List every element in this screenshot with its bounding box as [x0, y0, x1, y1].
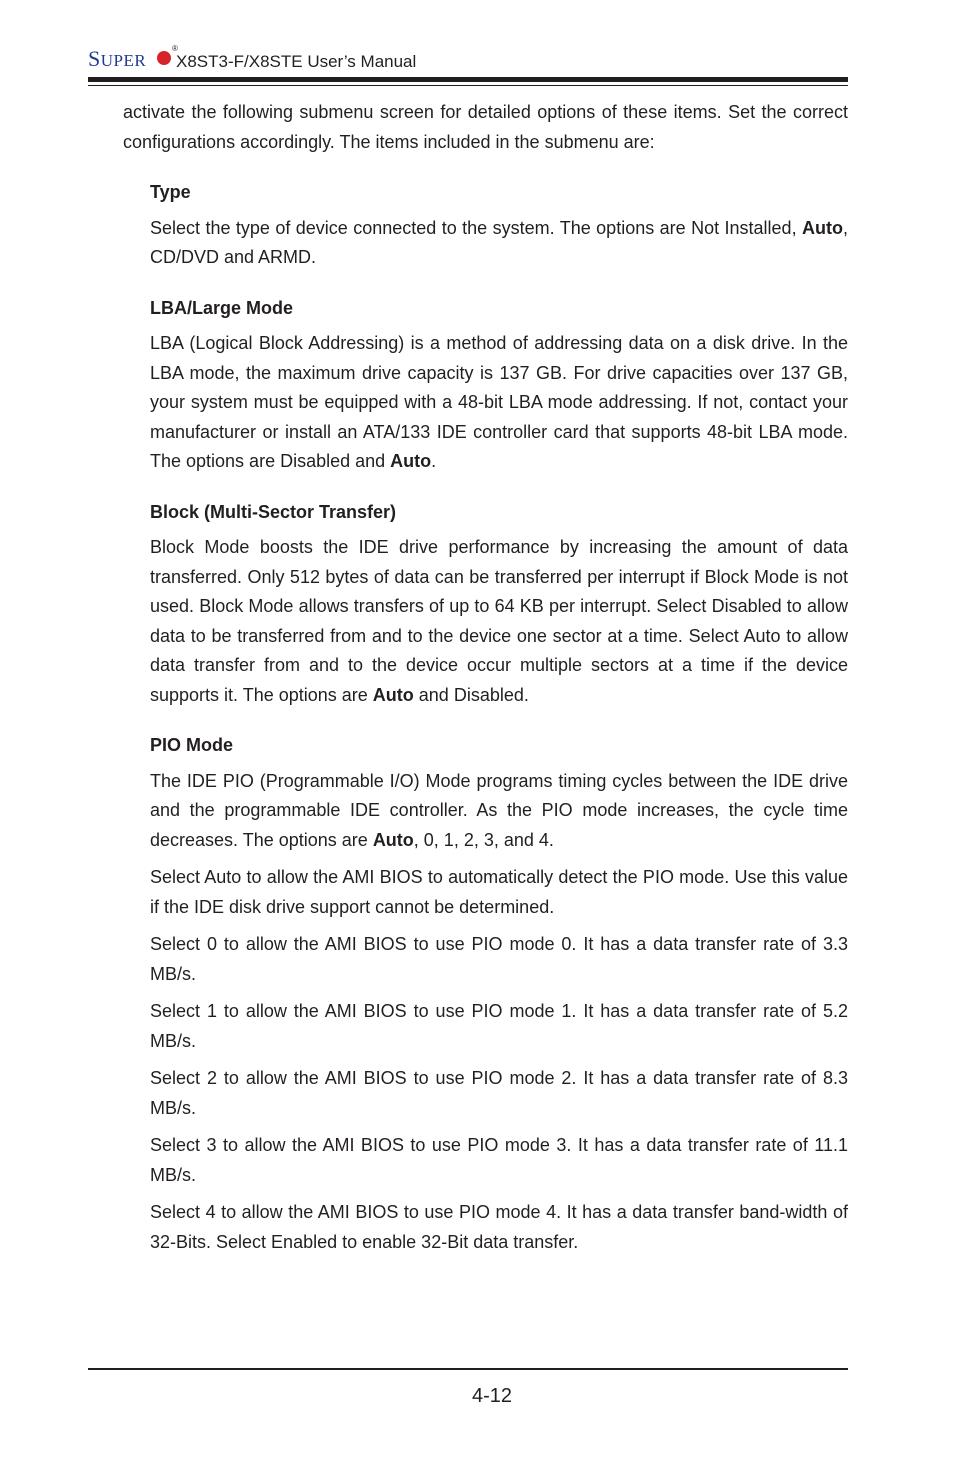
- type-default-option: Auto: [802, 217, 843, 238]
- section-block: [150, 498, 848, 711]
- section-pio: [150, 731, 848, 1257]
- pio-mode-0-paragraph: Select 0 to allow the AMI BIOS to use PIO mode 0. It has a data transfer rate of 3.3 MB/s.: [150, 934, 848, 984]
- lba-description: [150, 329, 848, 477]
- pio-description: [150, 767, 848, 856]
- registered-mark: ®: [172, 44, 178, 53]
- lba-text-b: .: [431, 451, 437, 471]
- pio-mode-4-paragraph: Select 4 to allow the AMI BIOS to use PIO mode 4. It has a data transfer band-width of 32-Bits. Select Enabled to enable 32-Bit data transfer.: [150, 1202, 848, 1252]
- lba-default-option: Auto: [390, 451, 432, 471]
- logo-red-dot-icon: [157, 51, 171, 65]
- supermicro-logo: [88, 48, 146, 72]
- section-heading-type: Type: [150, 182, 191, 202]
- page-content: [123, 98, 848, 1265]
- pio-text-a: The IDE PIO (Programmable I/O) Mode programs timing cycles between the IDE drive and the programmable IDE controller. As the PIO mode increases, the cycle time decreases. The options are: [150, 770, 848, 850]
- section-heading-block: Block (Multi-Sector Transfer): [150, 501, 397, 522]
- type-text-a: Select the type of device connected to the system. The options are Not Installed,: [150, 217, 802, 238]
- brand-letters-uper: UPER: [100, 51, 147, 70]
- block-description: [150, 533, 848, 710]
- section-heading-pio: PIO Mode: [150, 735, 234, 755]
- pio-auto-paragraph: Select Auto to allow the AMI BIOS to automatically detect the PIO mode. Use this value if the IDE disk drive support cannot be determined.: [150, 867, 848, 917]
- pio-mode-2-paragraph: Select 2 to allow the AMI BIOS to use PIO mode 2. It has a data transfer rate of 8.3 MB/s.: [150, 1068, 848, 1118]
- section-heading-lba: LBA/Large Mode: [150, 297, 294, 318]
- pio-mode-1-paragraph: Select 1 to allow the AMI BIOS to use PIO mode 1. It has a data transfer rate of 5.2 MB/s.: [150, 1001, 848, 1051]
- manual-title: X8ST3-F/X8STE User’s Manual: [176, 52, 417, 71]
- header-rule-thin: [88, 85, 848, 86]
- intro-paragraph: activate the following submenu screen for detailed options of these items. Set the correct configurations accordingly. The items included in the submenu are:: [123, 102, 848, 152]
- block-text-b: and Disabled.: [413, 684, 529, 705]
- footer-rule: [88, 1368, 848, 1370]
- pio-mode-3-paragraph: Select 3 to allow the AMI BIOS to use PIO mode 3. It has a data transfer rate of 11.1 MB/s.: [150, 1135, 848, 1185]
- pio-default-option: Auto: [372, 829, 414, 850]
- page-number: 4-12: [471, 1385, 513, 1407]
- block-text-a: Block Mode boosts the IDE drive performance by increasing the amount of data transferred. Only 512 bytes of data can be transferred per interrupt if Block Mode is not used. Block Mode allows transfers of up to 64 KB per interrupt. Select Disabled to allow data to be transferred from and to the device one sector at a time. Select Auto to allow data transfer from and to the device occur multiple sectors at a time if the device supports it. The options are: [150, 537, 848, 705]
- section-lba: [150, 294, 848, 477]
- type-text-b: , CD/DVD and ARMD.: [150, 217, 848, 267]
- type-description: [150, 214, 848, 273]
- block-default-option: Auto: [372, 684, 414, 705]
- section-type: [150, 178, 848, 273]
- pio-text-b: , 0, 1, 2, 3, and 4.: [413, 829, 554, 850]
- header-rule-thick: [88, 77, 848, 82]
- brand-letter-s: S: [88, 46, 101, 71]
- lba-text-a: LBA (Logical Block Addressing) is a method of addressing data on a disk drive. In the LBA mode, the maximum drive capacity is 137 GB. For drive capacities over 137 GB, your system must be equipped with a 48-bit LBA mode addressing. If not, contact your manufacturer or install an ATA/133 IDE controller card that supports 48-bit LBA mode. The options are Disabled and: [150, 333, 848, 471]
